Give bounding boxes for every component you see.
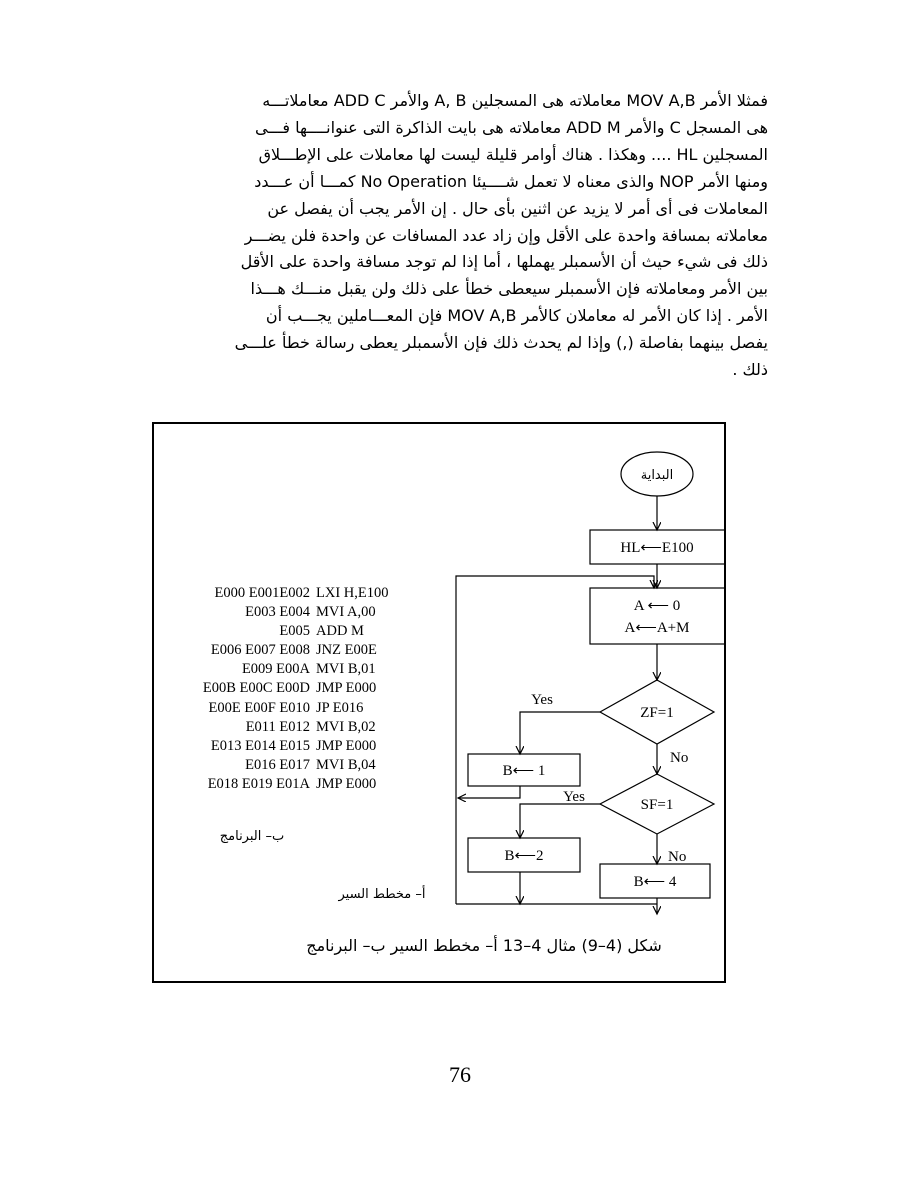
listing-address: E006 E007 E008 [210, 642, 310, 659]
listing-address: E016 E017 [245, 756, 310, 773]
no1-label: No [670, 750, 689, 766]
listing-instruction: ADD M [316, 623, 364, 640]
para-line: فمثلا الأمر MOV A,B معاملاته هى المسجلين A, B والأمر ADD C معاملاتـــه [262, 91, 768, 110]
listing-instruction: MVI B,01 [316, 661, 376, 678]
body-paragraph [128, 88, 768, 384]
listing-line [178, 603, 389, 622]
para-line: ذلك . [732, 360, 768, 380]
listing-address: E013 E014 E015 [210, 737, 310, 754]
yes1-label: Yes [531, 692, 553, 708]
para-line: ذلك فى شيء حيث أن الأسمبلر يهملها ، أما إذا لم توجد مسافة واحدة على الأقل [240, 252, 768, 272]
start-label: البداية [640, 468, 674, 483]
figure-caption: شكل (4–9) مثال 4–13 أ– مخطط السير ب– البرنامج [306, 936, 662, 955]
listing-address: E00B E00C E00D [202, 680, 310, 697]
para-line: معاملاته بمسافة واحدة على الأقل وإن زاد عدد المسافات عن واحدة فلن يضـــر [244, 225, 768, 245]
figure-frame [152, 422, 726, 983]
para-line: المسجلين HL .... وهكذا . هناك أوامر قليلة ليست لها معاملات على الإطـــلاق [258, 144, 768, 164]
sf-label: SF=1 [640, 797, 674, 813]
a0-label: A ⟵ 0 [633, 598, 681, 614]
listing-instruction: MVI B,02 [316, 718, 376, 735]
program-caption: ب– البرنامج [219, 829, 285, 844]
listing-instruction: JMP E000 [316, 737, 377, 754]
listing-line [178, 756, 389, 775]
listing-line [178, 660, 389, 679]
para-line: بين الأمر ومعاملاته فإن الأسمبلر سيعطى خطأ على ذلك ولن يقبل منـــك هـــذا [250, 279, 768, 299]
listing-line [178, 718, 389, 737]
no2-label: No [668, 849, 687, 865]
listing-line [178, 584, 389, 603]
listing-instruction: MVI A,00 [316, 604, 376, 621]
listing-address: E011 E012 [245, 718, 310, 735]
flowchart-caption: أ– مخطط السير [338, 887, 426, 902]
listing-address: E009 E00A [241, 661, 310, 678]
listing-address: E000 E001E002 [214, 585, 310, 601]
listing-instruction: JMP E000 [316, 775, 377, 792]
listing-line [178, 775, 389, 794]
para-line: هى المسجل C والأمر ADD M معاملاته هى بايت الذاكرة التى عنوانــــها فـــى [254, 117, 768, 137]
yes2-label: Yes [563, 789, 585, 805]
para-line: يفصل بينهما بفاصلة (,) وإذا لم يحدث ذلك فإن الأسمبلر يعطى رسالة خطأ علـــى [234, 333, 768, 353]
hl-label: HL⟵E100 [620, 540, 694, 556]
listing-instruction: MVI B,04 [316, 756, 376, 773]
listing-line [178, 699, 389, 718]
listing-line [178, 641, 389, 660]
zf-label: ZF=1 [640, 705, 674, 721]
listing-line [178, 679, 389, 698]
para-line: الأمر . إذا كان الأمر له معاملان كالأمر MOV A,B فإن المعـــاملين يجـــب أن [265, 306, 768, 326]
listing-instruction: JNZ E00E [316, 642, 377, 659]
listing-address: E00E E00F E010 [208, 699, 310, 716]
listing-instruction: JMP E000 [316, 680, 377, 697]
b2-label: B⟵2 [504, 848, 544, 864]
b4-label: B⟵ 4 [633, 874, 677, 890]
listing-address: E018 E019 E01A [207, 775, 310, 792]
listing-address: E005 [279, 623, 310, 640]
listing-address: E003 E004 [245, 604, 310, 621]
page-number: 76 [449, 1062, 471, 1087]
listing-instruction: LXI H,E100 [316, 585, 389, 601]
add-label: A⟵A+M [624, 620, 690, 636]
program-listing [178, 584, 389, 794]
para-line: ومنها الأمر NOP والذى معناه لا تعمل شــــيئا No Operation كمـــا أن عـــدد [254, 171, 768, 191]
listing-line [178, 622, 389, 641]
listing-line [178, 737, 389, 756]
para-line: المعاملات فى أى أمر لا يزيد عن اثنين بأى حال . إن الأمر يجب أن يفصل عن [267, 198, 768, 218]
listing-instruction: JP E016 [316, 699, 364, 716]
b1-label: B⟵ 1 [502, 763, 546, 779]
